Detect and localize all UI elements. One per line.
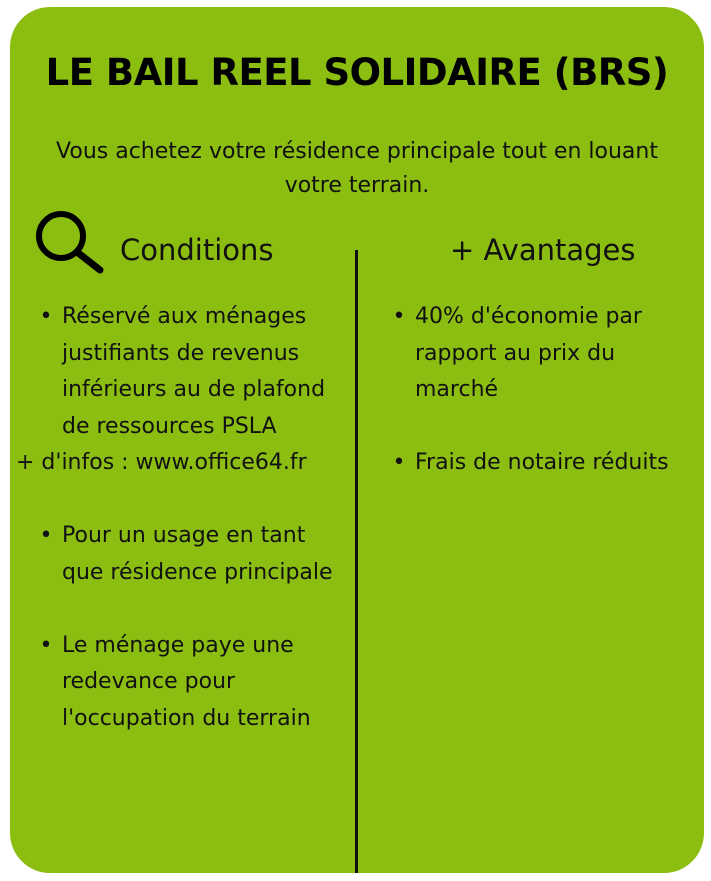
subtitle-line-2: votre terrain. [284,173,430,198]
bullet-icon: • [392,304,406,329]
conditions-heading: Conditions [120,233,274,267]
list-item [39,518,347,591]
avantages-item-text: 40% d'économie par rapport au prix du marché [415,304,642,402]
conditions-item-text: Le ménage paye une redevance pour l'occupation du terrain [62,632,311,731]
list-item [392,445,695,482]
infos-line [16,445,347,482]
search-icon [32,207,106,275]
conditions-item-text: Pour un usage en tant que résidence principale [62,523,333,585]
list-spacer [62,482,347,519]
bullet-icon: • [39,304,53,329]
subtitle-line-1: Vous achetez votre résidence principale tout en louant [56,139,658,164]
page-title: LE BAIL REEL SOLIDAIRE (BRS) [45,51,669,94]
list-spacer [62,591,347,628]
conditions-item-text: Réservé aux ménages justifiants de revenus inférieurs au de plafond de ressources PSLA [62,304,326,439]
brs-info-card [10,7,704,873]
infos-link[interactable]: + d'infos : www.office64.fr [16,450,307,475]
column-divider [355,250,358,873]
list-item [392,299,695,409]
bullet-icon: • [39,632,53,658]
list-spacer [415,409,695,446]
avantages-list [392,299,695,482]
subtitle [10,135,704,203]
avantages-heading: + Avantages [450,233,636,267]
bullet-icon: • [392,450,406,475]
list-item [39,628,347,738]
conditions-list [16,299,347,737]
bullet-icon: • [39,523,53,548]
list-item [39,299,347,445]
avantages-item-text: Frais de notaire réduits [415,450,669,475]
